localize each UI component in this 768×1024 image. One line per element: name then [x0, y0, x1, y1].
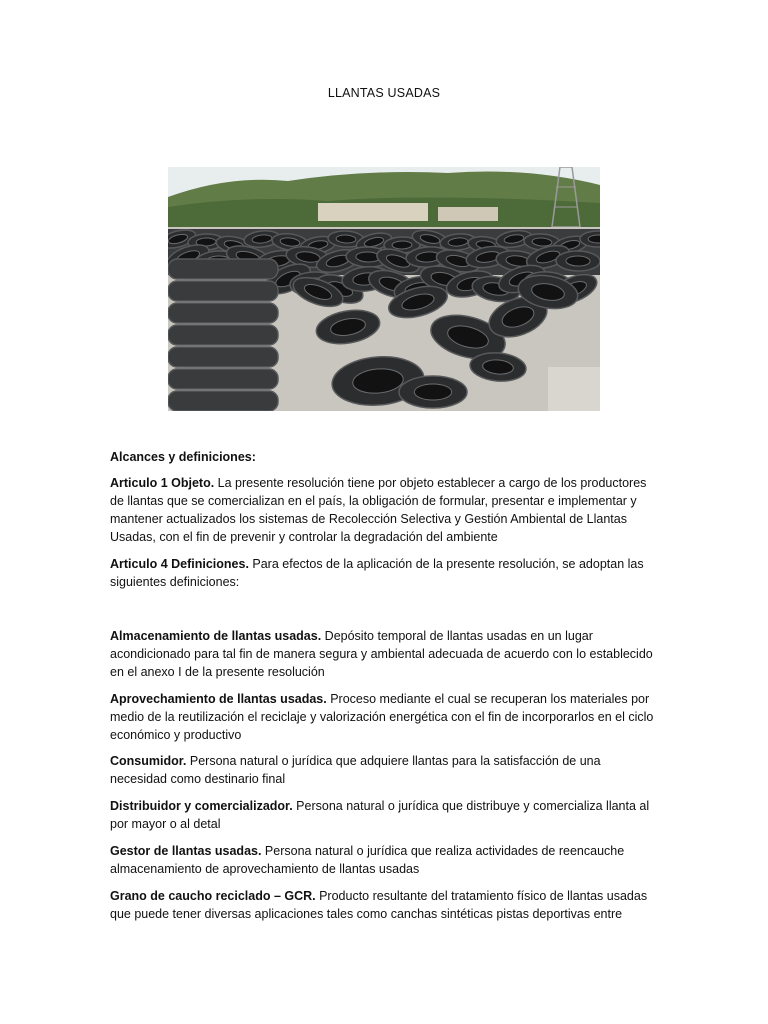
- paragraph-text: Persona natural o jurídica que adquiere llantas para la satisfacción de una necesidad como destinario final: [110, 754, 601, 786]
- paragraph-text: Para efectos de la aplicación de la presente resolución, se adoptan las siguientes definiciones:: [110, 557, 644, 589]
- paragraph-term: Articulo 4 Definiciones.: [110, 557, 249, 571]
- stacked-tire: [168, 303, 278, 323]
- definition-distribuidor: [110, 797, 660, 833]
- paragraph-text: Producto resultante del tratamiento físico de llantas usadas que puede tener diversas aplicaciones tales como canchas sintéticas pistas deportivas entre: [110, 889, 648, 921]
- paragraph-term: Aprovechamiento de llantas usadas.: [110, 692, 327, 706]
- definition-consumidor: [110, 752, 660, 788]
- tire-shape: [399, 376, 467, 408]
- paragraph-term: Distribuidor y comercializador.: [110, 799, 293, 813]
- paragraph-articulo-1: [110, 474, 660, 546]
- definition-grano-caucho: [110, 887, 660, 923]
- stacked-tire: [168, 325, 278, 345]
- stacked-tire: [168, 391, 278, 411]
- definition-aprovechamiento: [110, 690, 660, 744]
- paragraph-text: Proceso mediante el cual se recuperan los materiales por medio de la reutilización el reciclaje y valorización energética con el fin de incorporarlos en el ciclo económico y productivo: [110, 692, 654, 742]
- paragraph-text: La presente resolución tiene por objeto establecer a cargo de los productores de llantas que se comercializan en el país, la obligación de formular, presentar e implementar y mantener actualizados los sistemas de Recolección Selectiva y Gestión Ambiental de Llantas Usadas, con el fin de prevenir y controlar la degradación del ambiente: [110, 476, 647, 544]
- paragraph-term: Grano de caucho reciclado – GCR.: [110, 889, 316, 903]
- definition-almacenamiento: [110, 627, 660, 681]
- document-title: LLANTAS USADAS: [327, 86, 441, 100]
- stacked-tire: [168, 259, 278, 279]
- paragraph-text: Persona natural o jurídica que distribuye y comercializa llanta al por mayor o al detal: [110, 799, 650, 831]
- stacked-tire: [168, 281, 278, 301]
- tire-shape: [556, 251, 600, 272]
- paragraph-text: Persona natural o jurídica que realiza actividades de reencauche almacenamiento de aprovechamiento de llantas usadas: [110, 844, 625, 876]
- tire-pile-illustration: [168, 167, 600, 411]
- paragraph-term: Articulo 1 Objeto.: [110, 476, 215, 490]
- paragraph-term: Gestor de llantas usadas.: [110, 844, 262, 858]
- stacked-tire: [168, 369, 278, 389]
- stacked-tire: [168, 347, 278, 367]
- paragraph-term: Almacenamiento de llantas usadas.: [110, 629, 322, 643]
- paragraph-term: Consumidor.: [110, 754, 187, 768]
- paragraph-articulo-4: [110, 555, 660, 591]
- definition-gestor: [110, 842, 660, 878]
- section-heading: Alcances y definiciones:: [110, 450, 256, 464]
- tire-pile-photo: [168, 167, 600, 411]
- paragraph-text: Depósito temporal de llantas usadas en un lugar acondicionado para tal fin de manera segura y ambiental adecuada de acuerdo con lo establecido en el anexo I de la presente resolución: [110, 629, 653, 679]
